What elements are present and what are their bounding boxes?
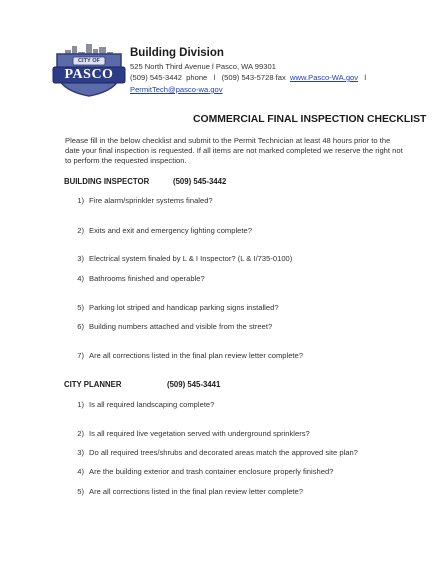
logo-pasco-text: PASCO <box>64 67 114 82</box>
checklist-item <box>77 487 303 496</box>
phone-fax-line <box>130 73 366 82</box>
phone-fax-text: (509) 545-3442 phone l (509) 543-5728 fax <box>130 73 290 82</box>
checklist-item <box>77 400 215 409</box>
email-link[interactable]: PermitTech@pasco-wa.gov <box>130 85 223 94</box>
item-number: 2) <box>77 429 84 438</box>
address-line: 525 North Third Avenue l Pasco, WA 99301 <box>130 62 276 71</box>
city-planner-phone: (509) 545-3441 <box>167 380 221 389</box>
item-number: 7) <box>77 351 84 360</box>
item-text: Electrical system finaled by L & I Inspector? (L & I/735-0100) <box>89 254 293 263</box>
intro-paragraph <box>65 136 425 165</box>
item-text: Bathrooms finished and operable? <box>89 274 205 283</box>
phone-line-tail: l <box>358 73 367 82</box>
document-title: COMMERCIAL FINAL INSPECTION CHECKLIST <box>193 114 427 125</box>
item-number: 1) <box>77 400 84 409</box>
item-number: 3) <box>77 448 84 457</box>
item-text: Parking lot striped and handicap parking signs installed? <box>89 303 279 312</box>
item-number: 5) <box>77 487 84 496</box>
checklist-item <box>77 322 273 331</box>
city-of-pasco-logo <box>51 40 127 98</box>
item-text: Are the building exterior and trash container enclosure properly finished? <box>89 467 334 476</box>
logo-city-of-text: CITY OF <box>78 58 100 64</box>
item-text: Are all corrections listed in the final plan review letter complete? <box>89 351 303 360</box>
item-number: 5) <box>77 303 84 312</box>
checklist-item <box>77 303 279 312</box>
item-number: 4) <box>77 274 84 283</box>
intro-line: Please fill in the below checklist and submit to the Permit Technician at least 48 hours prior to the <box>65 136 391 145</box>
item-text: Fire alarm/sprinkler systems finaled? <box>89 196 213 205</box>
item-text: Is all required landscaping complete? <box>89 400 215 409</box>
checklist-item <box>77 274 205 283</box>
checklist-item <box>77 226 252 235</box>
division-title: Building Division <box>130 47 224 59</box>
item-text: Are all corrections listed in the final plan review letter complete? <box>89 487 303 496</box>
checklist-item <box>77 448 358 457</box>
intro-line: date your final inspection is requested. If all items are not marked completed we reserve the right not <box>65 145 403 155</box>
item-text: Do all required trees/shrubs and decorated areas match the approved site plan? <box>89 448 358 457</box>
item-number: 4) <box>77 467 84 476</box>
checklist-item <box>77 467 334 476</box>
item-text: Building numbers attached and visible from the street? <box>89 322 273 331</box>
checklist-item <box>77 196 213 205</box>
intro-line: to perform the requested inspection. <box>65 155 187 165</box>
item-number: 1) <box>77 196 84 205</box>
item-text: Exits and exit and emergency lighting complete? <box>89 226 252 235</box>
item-number: 2) <box>77 226 84 235</box>
building-inspector-heading: BUILDING INSPECTOR <box>64 177 150 186</box>
building-inspector-phone: (509) 545-3442 <box>173 177 227 186</box>
item-text: Is all required live vegetation served with underground sprinklers? <box>89 429 310 438</box>
website-link[interactable]: www.Pasco-WA.gov <box>290 73 359 82</box>
city-planner-heading: CITY PLANNER <box>64 380 122 389</box>
checklist-item <box>77 254 293 263</box>
checklist-item <box>77 429 310 438</box>
item-number: 3) <box>77 254 84 263</box>
email-line <box>130 85 223 94</box>
item-number: 6) <box>77 322 84 331</box>
checklist-item <box>77 351 303 360</box>
